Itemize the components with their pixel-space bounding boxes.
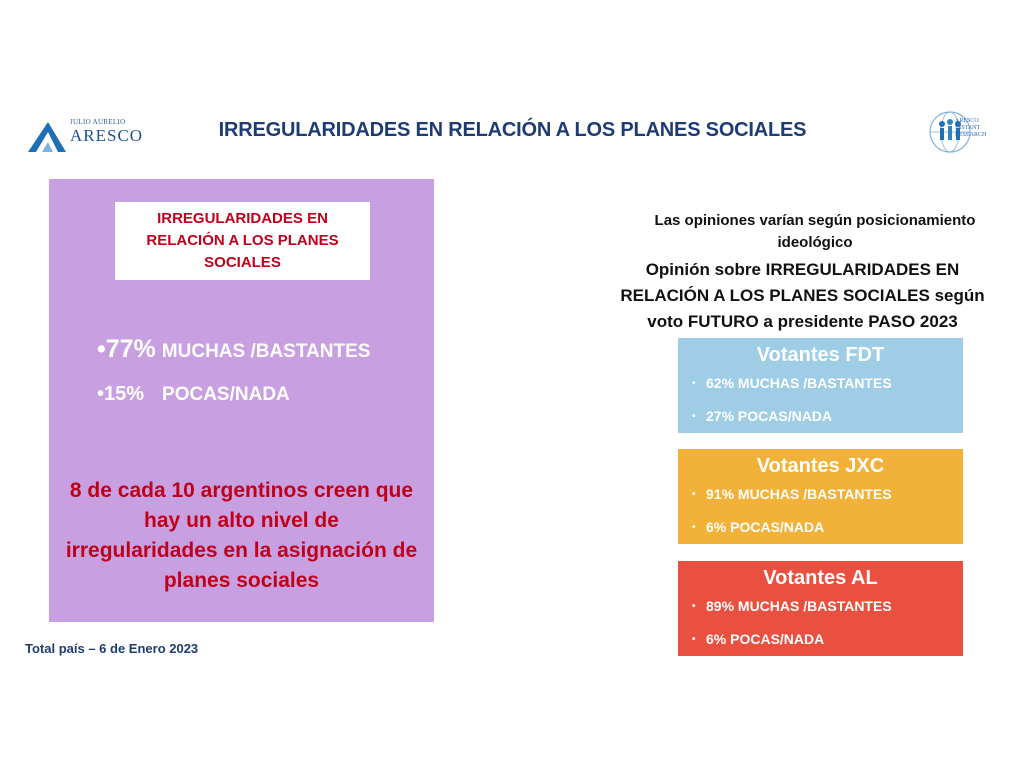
logo-right-line: INSTANT bbox=[955, 125, 981, 131]
voter-group-item-text: 6% POCAS/NADA bbox=[706, 519, 825, 535]
bullet-icon: • bbox=[692, 489, 696, 500]
panel-label-line: IRREGULARIDADES EN bbox=[157, 210, 328, 227]
right-title-line: RELACIÓN A LOS PLANES SOCIALES según bbox=[620, 286, 985, 305]
page-title: IRREGULARIDADES EN RELACIÓN A LOS PLANES SOCIALES bbox=[218, 119, 807, 141]
stat-muchas-bastantes bbox=[97, 335, 370, 364]
key-finding-line: hay un alto nivel de bbox=[144, 509, 339, 532]
logo-left-small-text: JULIO AURELIO bbox=[70, 118, 126, 126]
voter-group-fdt bbox=[678, 338, 963, 433]
voter-group-item bbox=[692, 519, 824, 535]
right-subtitle bbox=[625, 210, 1005, 254]
right-title-line: Opinión sobre IRREGULARIDADES EN bbox=[645, 260, 960, 279]
stat-text: MUCHAS /BASTANTES bbox=[161, 341, 371, 362]
aresco-instant-research-logo bbox=[928, 108, 988, 158]
bullet-icon: • bbox=[692, 522, 696, 533]
panel-label-line: SOCIALES bbox=[204, 254, 281, 271]
key-finding bbox=[49, 476, 434, 596]
logo-right-line: RESEARCH bbox=[955, 132, 987, 138]
bullet-icon: • bbox=[692, 634, 696, 645]
voter-group-item bbox=[692, 598, 892, 614]
panel-label-line: RELACIÓN A LOS PLANES bbox=[146, 232, 339, 249]
bullet-icon: • bbox=[692, 378, 696, 389]
stat-percent: •15% bbox=[97, 383, 145, 405]
bullet-icon: • bbox=[692, 601, 696, 612]
summary-panel bbox=[49, 179, 434, 622]
voter-group-title: Votantes JXC bbox=[756, 455, 885, 477]
key-finding-line: planes sociales bbox=[163, 569, 320, 592]
voter-group-item-text: 89% MUCHAS /BASTANTES bbox=[706, 598, 892, 614]
logo-left-big-text: ARESCO bbox=[70, 126, 144, 145]
voter-group-item-text: 27% POCAS/NADA bbox=[706, 408, 833, 424]
key-finding-line: irregularidades en la asignación de bbox=[65, 539, 418, 562]
voter-group-al bbox=[678, 561, 963, 656]
source-note: Total país – 6 de Enero 2023 bbox=[25, 641, 199, 656]
voter-group-item bbox=[692, 408, 832, 424]
voter-group-jxc bbox=[678, 449, 963, 544]
stat-text: POCAS/NADA bbox=[162, 384, 290, 405]
key-finding-line: 8 de cada 10 argentinos creen que bbox=[69, 479, 414, 502]
panel-label-box bbox=[115, 202, 370, 280]
voter-group-item-text: 62% MUCHAS /BASTANTES bbox=[706, 375, 892, 391]
voter-group-item-text: 6% POCAS/NADA bbox=[706, 631, 825, 647]
voter-group-item bbox=[692, 375, 892, 391]
voter-group-item bbox=[692, 486, 892, 502]
stat-percent: •77% bbox=[97, 335, 156, 363]
right-title-line: voto FUTURO a presidente PASO 2023 bbox=[647, 312, 958, 331]
voter-group-item-text: 91% MUCHAS /BASTANTES bbox=[706, 486, 892, 502]
right-subtitle-line: Las opiniones varían según posicionamiento bbox=[654, 212, 976, 229]
right-title bbox=[605, 257, 1000, 335]
voter-group-title: Votantes AL bbox=[763, 567, 878, 589]
voter-group-item bbox=[692, 631, 824, 647]
logo-right-line: ARESCO bbox=[955, 118, 979, 124]
stat-pocas-nada bbox=[97, 383, 290, 406]
voter-group-title: Votantes FDT bbox=[756, 344, 885, 366]
bullet-icon: • bbox=[692, 411, 696, 422]
right-subtitle-line: ideológico bbox=[777, 234, 853, 251]
logo-right-text bbox=[955, 118, 986, 139]
